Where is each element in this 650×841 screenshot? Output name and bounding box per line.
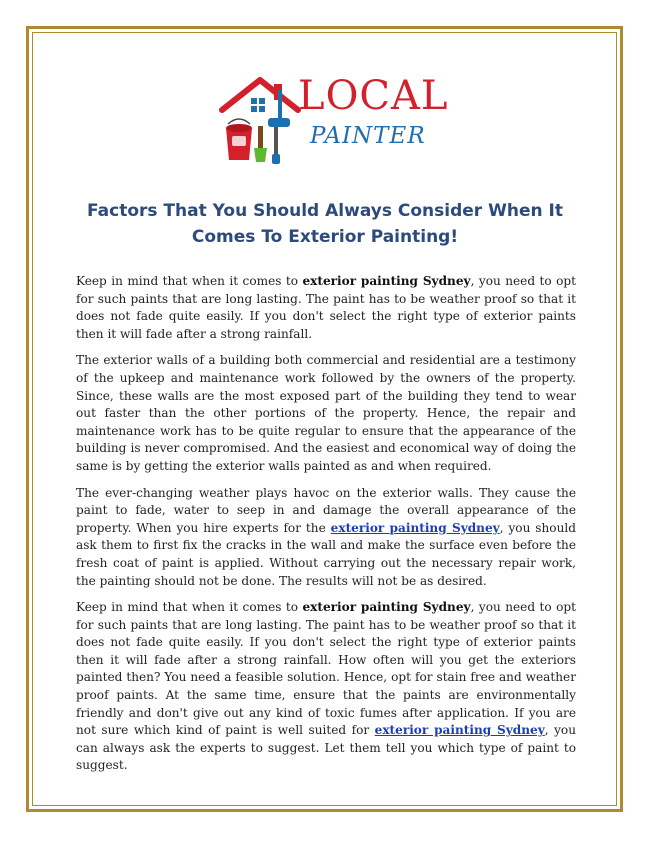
paragraph-2: The exterior walls of a building both commercial and residential are a testimony of the upkeep and maintenance work followed by the owners of the property. Since, these walls are the most exposed part of the building they tend to wear out faster than the other portions of the property. Hence, the repair and maintenance work has to be quite regular to ensure that the appearance of the building is never compromised. And the easiest and economical way of doing the same is by getting the exterior walls painted as and when required. [76, 353, 576, 473]
paragraph-4 [76, 599, 576, 775]
page-title: Factors That You Should Always Consider When It Comes To Exterior Painting! [87, 201, 563, 247]
local-painter-logo [218, 70, 449, 165]
text: Keep in mind that when it comes to [76, 274, 303, 288]
text: , you need to opt for such paints that are long lasting. The paint has to be weather proof so that it does not fade quite easily. If you don't select the right type of exterior paints then it will fade after a strong rainfall. [76, 274, 576, 341]
article-body [76, 273, 576, 784]
text: Keep in mind that when it comes to [76, 600, 303, 615]
exterior-painting-link[interactable]: exterior painting Sydney [374, 723, 545, 738]
house-paint-icon [218, 70, 308, 165]
paragraph-3 [76, 485, 576, 591]
text: , you can always ask the experts to suggest. Let them tell you which type of paint to suggest. [76, 723, 577, 773]
paragraph-1 [76, 273, 576, 343]
text: , you need to opt for such paints that are long lasting. The paint has to be weather proof so that it does not fade quite easily. If you don't select the right type of exterior paints then it will fade after a strong rainfall. How often will you get the exteriors painted then? You need a feasible solution. Hence, opt for stain free and weather proof paints. At the same time, ensure that the paints are environmentally friendly and don't give out any kind of toxic fumes after application. If you are not sure which kind of paint is well suited for [76, 600, 576, 738]
text: The ever-changing weather plays havoc on the exterior walls. They cause the paint to fade, water to seep in and damage the overall appearance of the property. When you hire experts for the [76, 485, 576, 535]
exterior-painting-link[interactable]: exterior painting Sydney [330, 520, 500, 535]
keyword-bold: exterior painting Sydney [302, 600, 471, 615]
text: , you should ask them to first fix the cracks in the wall and make the surface even before the fresh coat of paint is applied. Without carrying out the necessary repair work, the painting should not be done. The results will not be as desired. [76, 520, 576, 588]
logo-text-painter: PAINTER [310, 123, 426, 149]
keyword-bold: exterior painting Sydney [302, 274, 471, 288]
logo-text-local: LOCAL [298, 73, 449, 119]
